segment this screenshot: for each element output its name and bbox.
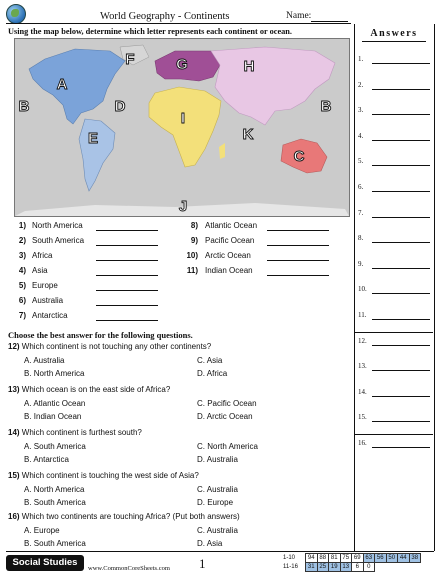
- answer-option[interactable]: D. Asia: [197, 539, 223, 548]
- world-map: [14, 38, 350, 217]
- score-row: [283, 554, 421, 563]
- item-number: 5): [18, 281, 26, 290]
- map-letter: F: [125, 51, 135, 68]
- score-cell: 56: [375, 554, 387, 563]
- match-item: [8, 236, 168, 249]
- answer-number: 1.: [358, 55, 364, 63]
- answer-blank[interactable]: [372, 217, 430, 218]
- answer-blank[interactable]: [372, 421, 430, 422]
- answer-row: [358, 284, 430, 296]
- answer-number: 10.: [358, 285, 367, 294]
- answer-option[interactable]: C. Australia: [197, 526, 238, 535]
- answer-blank[interactable]: [372, 191, 430, 192]
- answer-number: 11.: [358, 311, 367, 319]
- item-label: South America: [32, 236, 85, 245]
- answer-blank[interactable]: [372, 396, 430, 397]
- answer-option[interactable]: C. Asia: [197, 356, 223, 365]
- score-cell: 94: [306, 554, 318, 563]
- score-cell: 63: [363, 554, 375, 563]
- answers-title: Answers: [370, 28, 418, 39]
- answer-blank[interactable]: [267, 260, 329, 261]
- answer-separator: [355, 434, 433, 435]
- answer-row: [358, 336, 430, 348]
- match-item: [176, 221, 336, 234]
- match-item: [8, 251, 168, 264]
- item-number: 1): [18, 221, 26, 230]
- answer-option[interactable]: A. South America: [24, 442, 86, 451]
- answer-option[interactable]: B. Antarctica: [24, 455, 69, 464]
- answer-option[interactable]: D. Africa: [197, 369, 228, 378]
- answer-number: 14.: [358, 387, 367, 396]
- subject-badge: Social Studies: [6, 555, 84, 571]
- answer-blank[interactable]: [372, 319, 430, 320]
- globe-icon: [6, 4, 26, 24]
- item-label: Australia: [32, 296, 64, 305]
- answer-row: [358, 105, 430, 117]
- answer-blank[interactable]: [96, 305, 158, 306]
- answer-blank[interactable]: [372, 268, 430, 269]
- answer-blank[interactable]: [267, 230, 329, 231]
- answer-option[interactable]: C. North America: [197, 442, 258, 451]
- answer-option[interactable]: A. Atlantic Ocean: [24, 399, 86, 408]
- answer-row: [358, 156, 430, 168]
- site-url: www.CommonCoreSheets.com: [88, 565, 170, 572]
- answer-row: [358, 208, 430, 220]
- answer-row: [358, 54, 430, 66]
- answer-blank[interactable]: [372, 370, 430, 371]
- answer-option[interactable]: D. Europe: [197, 498, 234, 507]
- answer-blank[interactable]: [96, 275, 158, 276]
- score-cell: 75: [340, 554, 352, 563]
- question-text: Which continent is not touching any other continents?: [21, 342, 212, 351]
- question: [8, 512, 240, 521]
- score-cell: 38: [409, 554, 421, 563]
- item-label: Atlantic Ocean: [205, 221, 258, 230]
- match-item: [8, 266, 168, 279]
- item-label: Antarctica: [32, 311, 68, 320]
- answer-option[interactable]: B. South America: [24, 539, 86, 548]
- score-cell: 69: [352, 554, 364, 563]
- map-letter: J: [178, 198, 188, 215]
- item-number: 3): [18, 251, 26, 260]
- map-letter: K: [242, 126, 254, 143]
- score-cell: 88: [317, 554, 329, 563]
- map-letter: H: [243, 58, 255, 75]
- answer-option[interactable]: D. Australia: [197, 455, 238, 464]
- answer-number: 8.: [358, 234, 364, 243]
- item-label: Arctic Ocean: [205, 251, 251, 260]
- match-item: [8, 296, 168, 309]
- answers-title-underline: [362, 41, 426, 42]
- answer-number: 16.: [358, 439, 367, 447]
- answer-blank[interactable]: [372, 63, 430, 64]
- score-cell: 50: [386, 554, 398, 563]
- match-item: [8, 311, 168, 324]
- answer-number: 2.: [358, 80, 364, 89]
- map-letter: D: [114, 98, 126, 115]
- map-letter: G: [176, 56, 188, 73]
- item-number: 4): [18, 266, 26, 275]
- answer-blank[interactable]: [267, 245, 329, 246]
- question-text: Which ocean is on the east side of Africa?: [21, 385, 171, 394]
- answer-row: [358, 310, 430, 322]
- worksheet-title: World Geography - Continents: [100, 11, 230, 22]
- answer-number: 5.: [358, 157, 364, 166]
- question: [8, 385, 170, 394]
- score-cell: 0: [363, 563, 375, 572]
- match-item: [176, 236, 336, 249]
- answer-blank[interactable]: [372, 114, 430, 115]
- answer-blank[interactable]: [96, 260, 158, 261]
- score-cell: 25: [317, 563, 329, 572]
- answer-row: [358, 182, 430, 194]
- item-number: 2): [18, 236, 26, 245]
- answer-option[interactable]: A. Europe: [24, 526, 60, 535]
- score-cell: 19: [329, 563, 341, 572]
- answer-row: [358, 412, 430, 424]
- question: [8, 471, 199, 480]
- answer-row: [358, 233, 430, 245]
- instructions: Using the map below, determine which letter represents each continent or ocean.: [8, 27, 292, 36]
- answer-number: 13.: [358, 362, 367, 371]
- map-letter: B: [18, 98, 30, 115]
- answer-option[interactable]: B. South America: [24, 498, 86, 507]
- answer-blank[interactable]: [372, 140, 430, 141]
- question-number: 16): [8, 512, 20, 521]
- answer-option[interactable]: A. Australia: [24, 356, 65, 365]
- footer-divider: [6, 551, 434, 552]
- answer-option[interactable]: C. Pacific Ocean: [197, 399, 257, 408]
- answer-blank[interactable]: [372, 165, 430, 166]
- match-item: [176, 251, 336, 264]
- answer-row: [358, 259, 430, 271]
- header-divider: [6, 23, 351, 24]
- answer-blank[interactable]: [372, 242, 430, 243]
- answer-option[interactable]: D. Arctic Ocean: [197, 412, 253, 421]
- answer-row: [358, 387, 430, 399]
- question-number: 12): [8, 342, 20, 351]
- match-item: [8, 281, 168, 294]
- answer-row: [358, 80, 430, 92]
- question: [8, 342, 211, 351]
- answer-number: 15.: [358, 413, 367, 422]
- answer-option[interactable]: C. Australia: [197, 485, 238, 494]
- name-label: Name:: [286, 11, 312, 21]
- answer-number: 9.: [358, 259, 364, 268]
- score-cell: 13: [340, 563, 352, 572]
- answer-blank[interactable]: [96, 230, 158, 231]
- item-number: 6): [18, 296, 26, 305]
- answer-blank[interactable]: [96, 245, 158, 246]
- item-label: North America: [32, 221, 83, 230]
- item-number: 10): [186, 251, 198, 260]
- item-label: Europe: [32, 281, 58, 290]
- map-letter: C: [293, 148, 305, 165]
- item-number: 9): [190, 236, 198, 245]
- match-item: [176, 266, 336, 279]
- answer-number: 6.: [358, 183, 364, 191]
- page-number: 1: [199, 556, 206, 571]
- answer-option[interactable]: A. North America: [24, 485, 85, 494]
- question-text: Which continent is furthest south?: [21, 428, 142, 437]
- item-label: Indian Ocean: [205, 266, 253, 275]
- match-item: [8, 221, 168, 234]
- map-letter: B: [320, 98, 332, 115]
- score-cell: 44: [398, 554, 410, 563]
- question: [8, 428, 142, 437]
- map-letter: A: [56, 76, 68, 93]
- score-cell: 6: [352, 563, 364, 572]
- answer-row: [358, 361, 430, 373]
- item-label: Africa: [32, 251, 53, 260]
- answer-blank[interactable]: [96, 290, 158, 291]
- score-cell: 31: [306, 563, 318, 572]
- question-number: 14): [8, 428, 20, 437]
- answer-blank[interactable]: [372, 293, 430, 294]
- answer-blank[interactable]: [372, 345, 430, 346]
- map-letter: E: [87, 130, 99, 147]
- item-number: 11): [186, 266, 198, 275]
- score-cell: 81: [329, 554, 341, 563]
- answer-number: 3.: [358, 106, 364, 115]
- answer-option[interactable]: B. North America: [24, 369, 85, 378]
- answer-number: 7.: [358, 208, 364, 217]
- question-number: 15): [8, 471, 20, 480]
- item-number: 8): [190, 221, 198, 230]
- multiple-choice-heading: Choose the best answer for the following questions.: [8, 330, 193, 340]
- question-number: 13): [8, 385, 20, 394]
- score-row: [283, 563, 421, 572]
- question-text: Which continent is touching the west side of Asia?: [21, 471, 199, 480]
- answer-blank[interactable]: [267, 275, 329, 276]
- answer-row: [358, 131, 430, 143]
- answer-row: [358, 438, 430, 450]
- name-field[interactable]: [311, 21, 348, 22]
- map-letter: I: [180, 110, 186, 127]
- item-label: Pacific Ocean: [205, 236, 255, 245]
- score-row-label: 11-16: [283, 564, 298, 570]
- score-table: [283, 553, 421, 572]
- answer-blank[interactable]: [96, 320, 158, 321]
- answer-number: 4.: [358, 131, 364, 140]
- score-row-label: 1-10: [283, 555, 296, 561]
- question-text: Which two continents are touching Africa? (Put both answers): [21, 512, 240, 521]
- answer-blank[interactable]: [372, 89, 430, 90]
- item-label: Asia: [32, 266, 48, 275]
- item-number: 7): [18, 311, 26, 320]
- answer-number: 12.: [358, 336, 367, 345]
- answer-blank[interactable]: [372, 447, 430, 448]
- answer-separator: [355, 332, 433, 333]
- answer-option[interactable]: B. Indian Ocean: [24, 412, 82, 421]
